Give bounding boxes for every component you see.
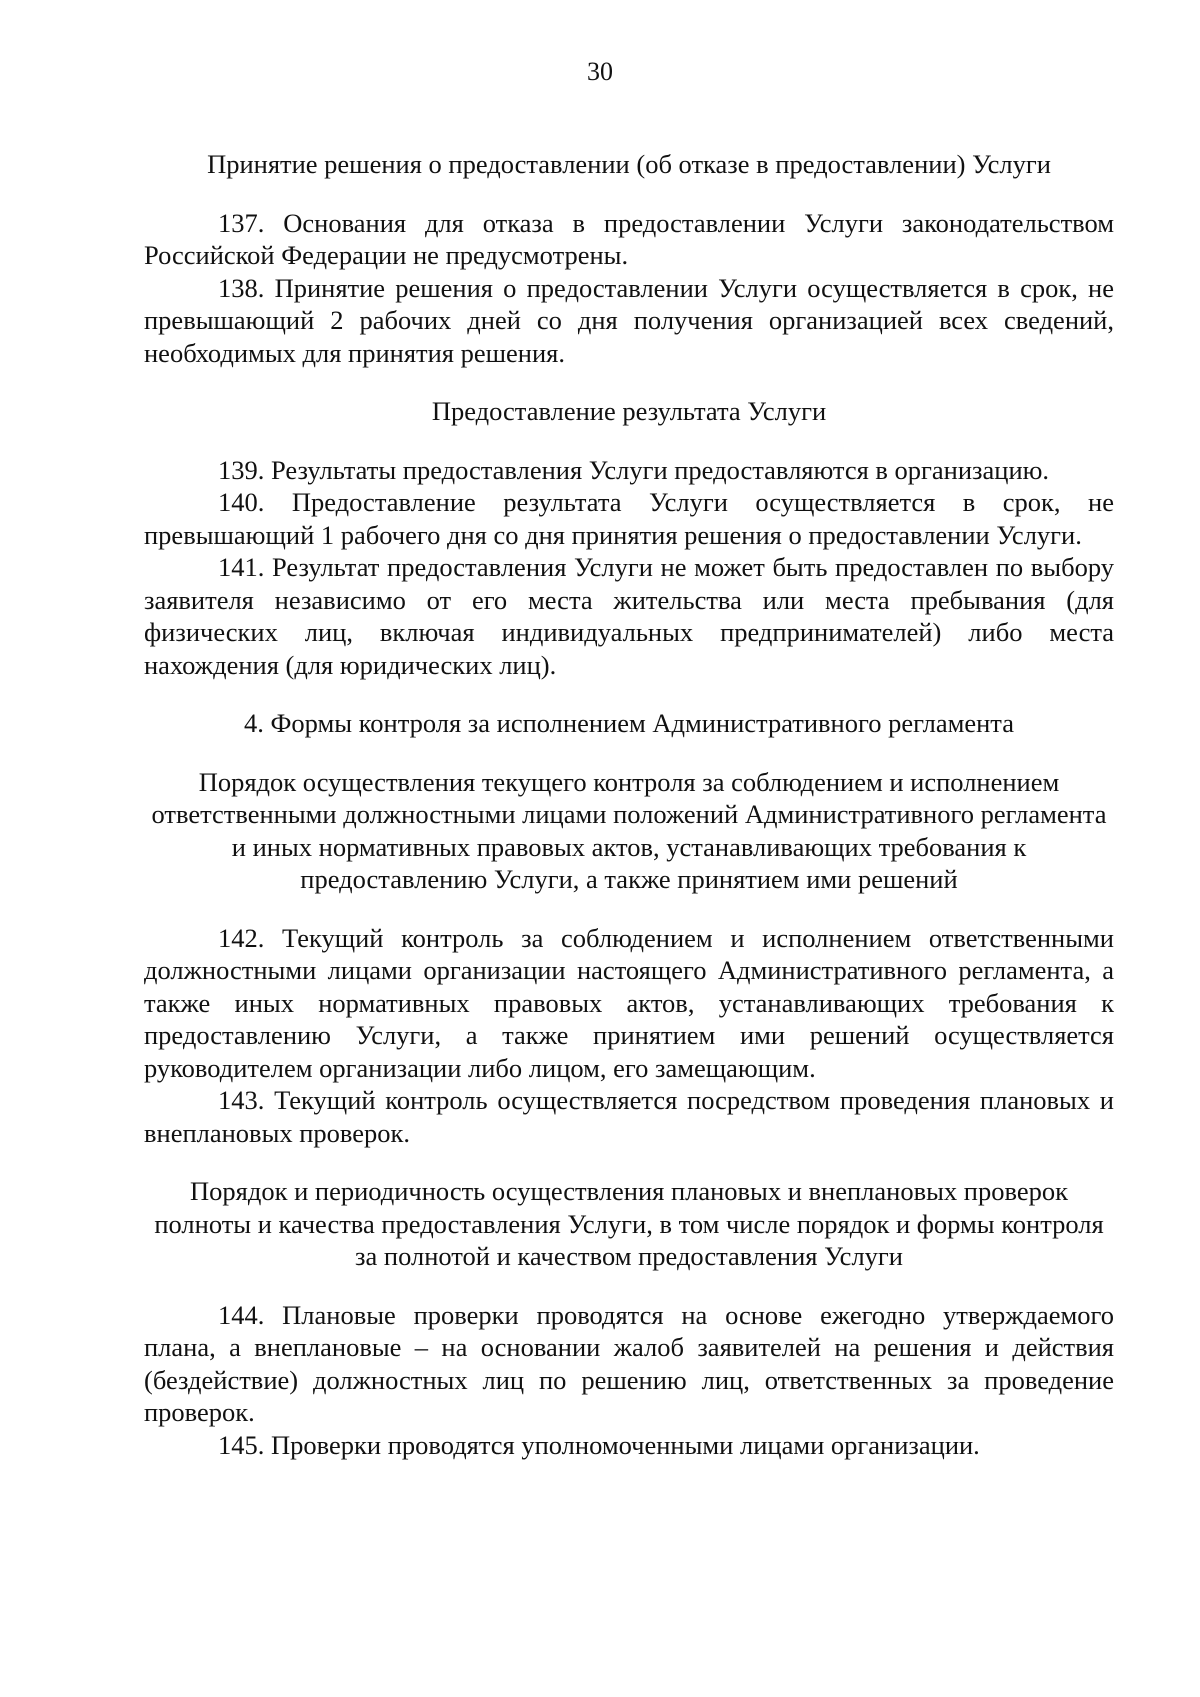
- paragraph-137: 137. Основания для отказа в предоставлении Услуги законодательством Российской Федерации не предусмотрены.: [144, 207, 1114, 270]
- paragraph-145: 145. Проверки проводятся уполномоченными лицами организации.: [218, 1429, 980, 1460]
- paragraph-142: 142. Текущий контроль за соблюдением и исполнением ответственными должностными лицами организации настоящего Административного регламента, а также иных нормативных правовых актов, устанавливающих требования к предоставлению Услуги, а также принятием ими решений осуществляется руководителем организации либо лицом, его замещающим.: [144, 922, 1114, 1083]
- paragraph-141: 141. Результат предоставления Услуги не может быть предоставлен по выбору заявителя независимо от его места жительства или места пребывания (для физических лиц, включая индивидуальных предпринимателей) либо места нахождения (для юридических лиц).: [144, 552, 1114, 680]
- paragraph-139: 139. Результаты предоставления Услуги предоставляются в организацию.: [218, 454, 1050, 485]
- page-number: 30: [587, 57, 613, 86]
- paragraph-144: 144. Плановые проверки проводятся на основе ежегодно утверждаемого плана, а внеплановые – на основании жалоб заявителей на решения и действия (бездействие) должностных лиц по решению лиц, ответственных за проведение проверок.: [144, 1299, 1114, 1427]
- section-heading-decision: Принятие решения о предоставлении (об отказе в предоставлении) Услуги: [207, 149, 1051, 179]
- paragraph-143: 143. Текущий контроль осуществляется посредством проведения плановых и внеплановых проверок.: [144, 1085, 1114, 1148]
- section-heading-inspections: Порядок и периодичность осуществления плановых и внеплановых проверок полноты и качества предоставления Услуги, в том числе порядок и формы контроля за полнотой и качеством предоставления Услуги: [154, 1176, 1104, 1271]
- chapter-heading-control: 4. Формы контроля за исполнением Административного регламента: [244, 708, 1014, 738]
- section-heading-result: Предоставление результата Услуги: [431, 396, 827, 426]
- document-body: [144, 148, 1114, 1461]
- paragraph-138: 138. Принятие решения о предоставлении Услуги осуществляется в срок, не превышающий 2 рабочих дней со дня получения организацией всех сведений, необходимых для принятия решения.: [144, 272, 1114, 368]
- paragraph-140: 140. Предоставление результата Услуги осуществляется в срок, не превышающий 1 рабочего дня со дня принятия решения о предоставлении Услуги.: [144, 487, 1114, 550]
- section-heading-current-control: Порядок осуществления текущего контроля за соблюдением и исполнением ответственными должностными лицами положений Административного регламента и иных нормативных правовых актов, устанавливающих требования к предоставлению Услуги, а также принятием ими решений: [151, 766, 1107, 894]
